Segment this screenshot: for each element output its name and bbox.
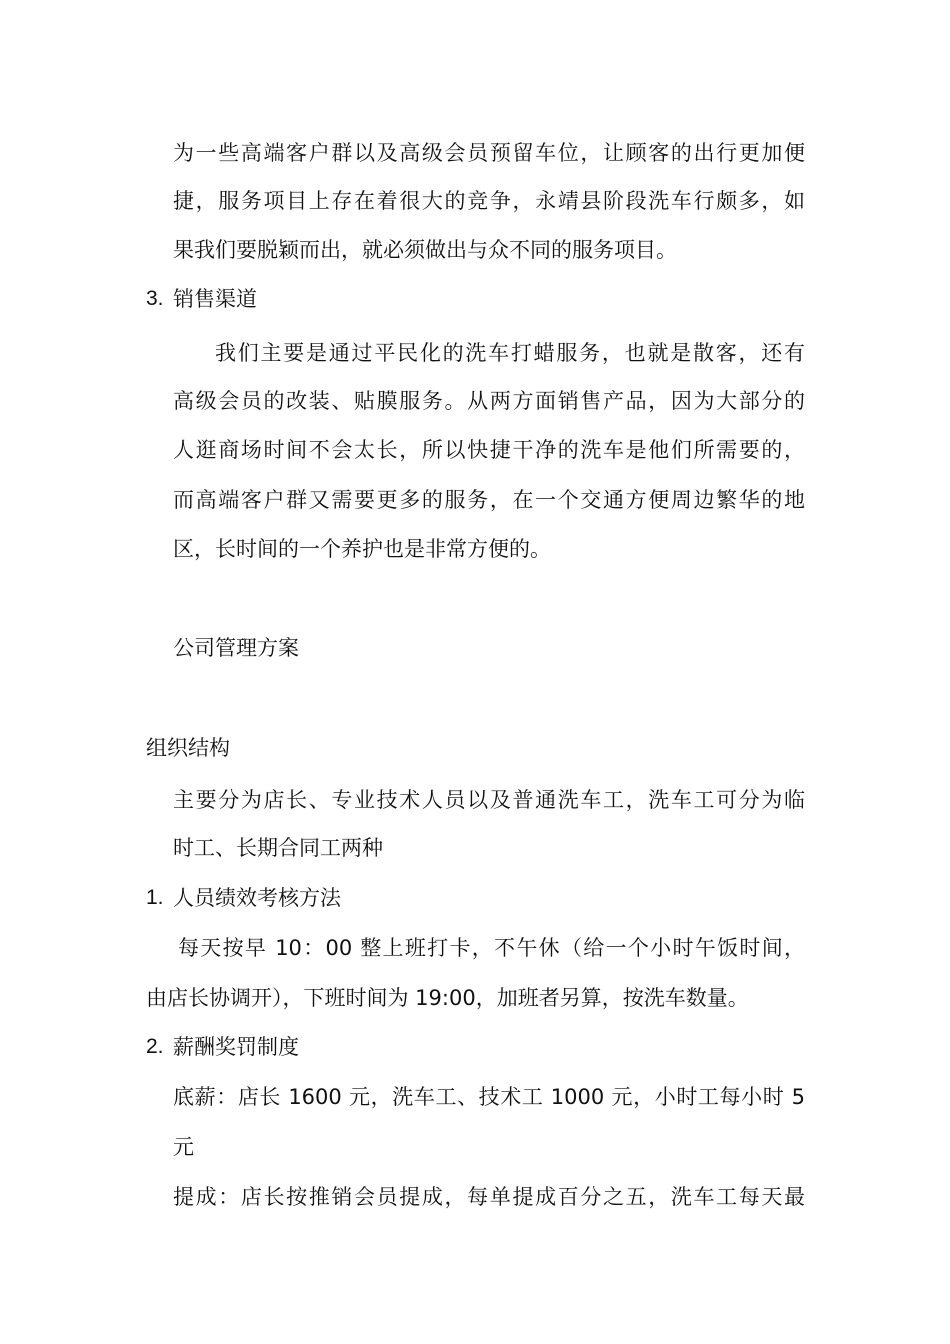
- paragraph-line: 我们主要是通过平民化的洗车打蜡服务，也就是散客，还有: [215, 341, 805, 365]
- list-item-title: 人员绩效考核方法: [173, 886, 341, 910]
- paragraph-line: 时工、长期合同工两种: [173, 836, 383, 860]
- paragraph-line: 捷，服务项目上存在着很大的竞争，永靖县阶段洗车行颇多，如: [173, 189, 805, 213]
- section-heading: 组织结构: [146, 736, 230, 760]
- paragraph-line: 果我们要脱颖而出，就必须做出与众不同的服务项目。: [173, 238, 677, 262]
- paragraph-line: 元: [173, 1135, 194, 1159]
- paragraph-line: 底薪：店长 1600 元，洗车工、技术工 1000 元，小时工每小时 5: [173, 1085, 805, 1109]
- paragraph-line: 为一些高端客户群以及高级会员预留车位，让顾客的出行更加便: [173, 141, 805, 165]
- paragraph-line: 主要分为店长、专业技术人员以及普通洗车工，洗车工可分为临: [173, 788, 805, 812]
- paragraph-line: 而高端客户群又需要更多的服务，在一个交通方便周边繁华的地: [173, 488, 805, 512]
- list-number: 1.: [146, 886, 164, 909]
- list-item-title: 销售渠道: [173, 287, 257, 311]
- paragraph-line: 每天按早 10：00 整上班打卡，不午休（给一个小时午饭时间，: [178, 936, 805, 960]
- list-number: 3.: [146, 287, 164, 310]
- list-item-title: 薪酬奖罚制度: [173, 1035, 299, 1059]
- list-number: 2.: [146, 1035, 164, 1058]
- section-heading: 公司管理方案: [173, 636, 299, 660]
- paragraph-line: 由店长协调开），下班时间为 19:00，加班者另算，按洗车数量。: [146, 986, 749, 1010]
- paragraph-line: 提成：店长按推销会员提成，每单提成百分之五，洗车工每天最: [173, 1185, 805, 1209]
- paragraph-line: 人逛商场时间不会太长，所以快捷干净的洗车是他们所需要的，: [173, 438, 805, 462]
- paragraph-line: 高级会员的改装、贴膜服务。从两方面销售产品，因为大部分的: [173, 389, 805, 413]
- paragraph-line: 区，长时间的一个养护也是非常方便的。: [173, 537, 551, 561]
